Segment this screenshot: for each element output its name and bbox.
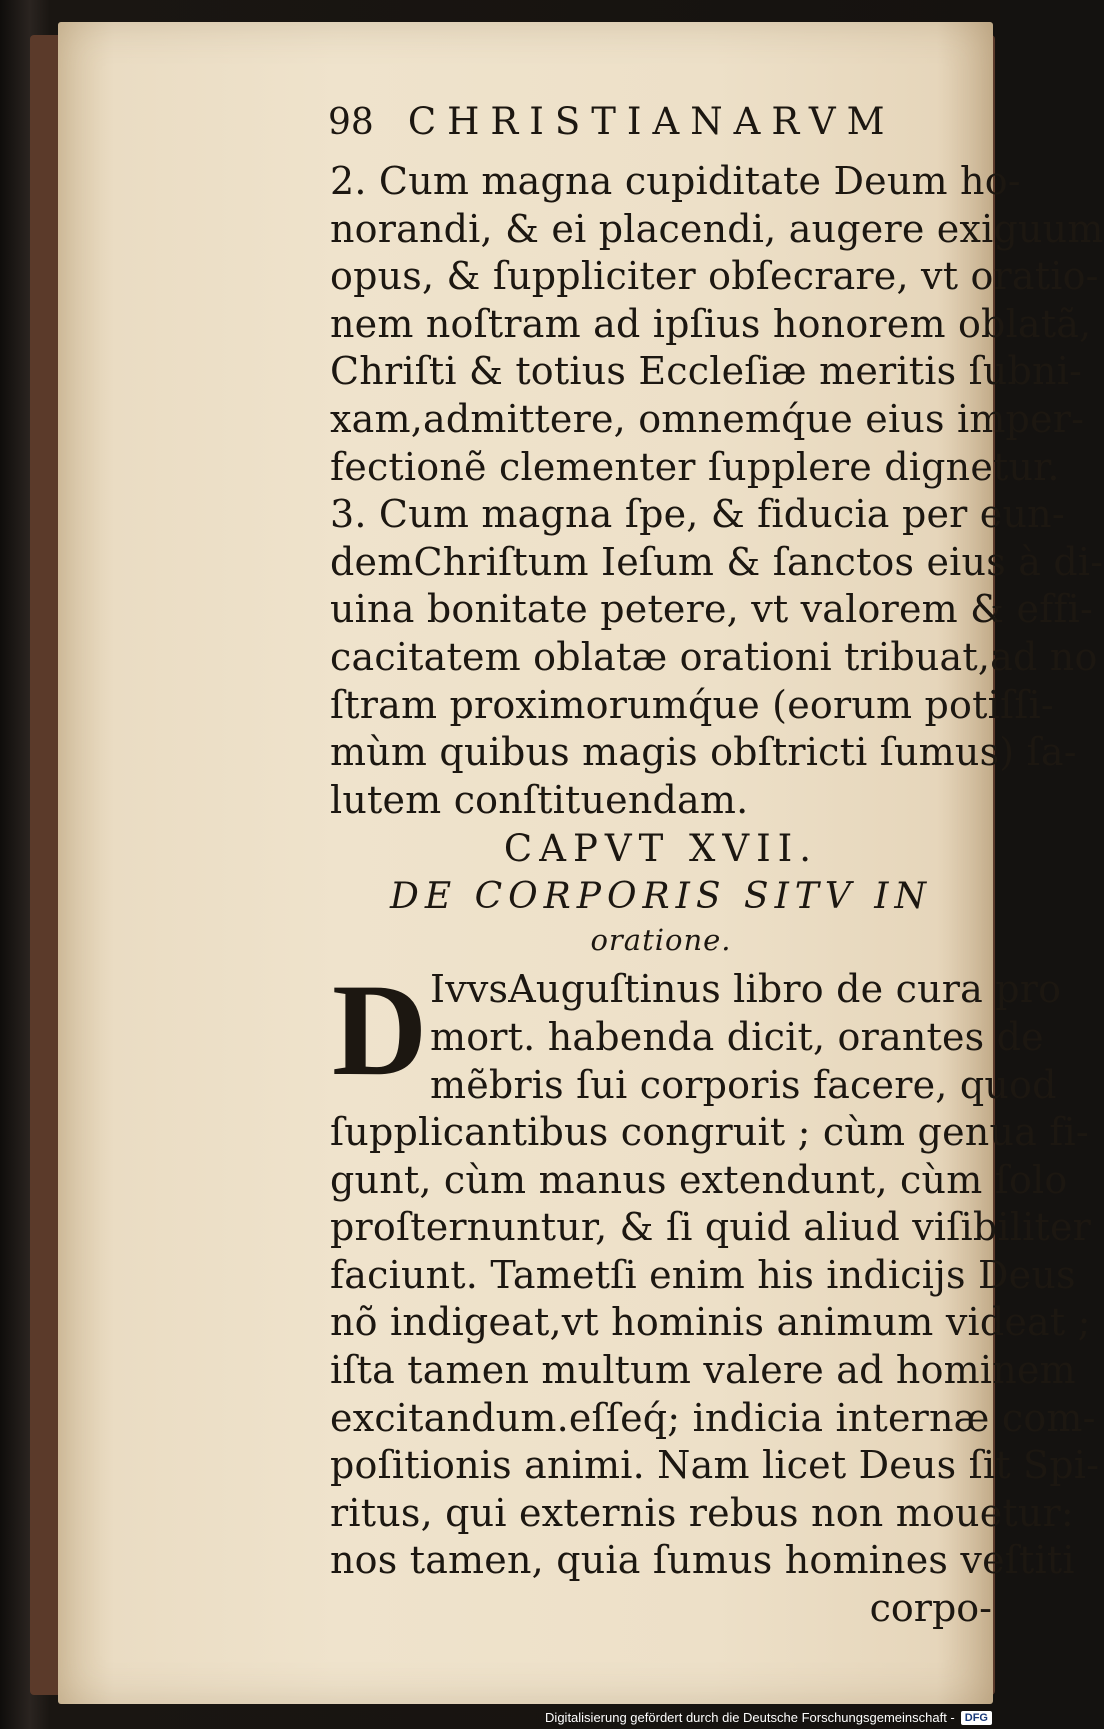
text-line: cacitatem oblatæ orationi tribuat,ad no bbox=[330, 634, 1098, 679]
body-paragraph bbox=[330, 956, 1100, 1632]
text-line: 2. Cum magna cupiditate Deum ho- bbox=[330, 159, 1021, 203]
text-line: mùm quibus magis obſtricti ſumus) ſa- bbox=[330, 730, 1077, 775]
text-line: norandi, & ei placendi, augere exiguum bbox=[330, 206, 1104, 251]
text-line: mẽbris ſui corporis facere, quod bbox=[430, 1062, 1057, 1107]
text-line: ſtram proximorumq́ue (eorum potiſſi- bbox=[330, 682, 1054, 727]
text-line: IvvsAuguſtinus libro de cura pro bbox=[430, 967, 1062, 1012]
running-title: CHRISTIANARVM bbox=[407, 100, 896, 143]
catchword: corpo- bbox=[869, 1586, 992, 1631]
digitization-credit bbox=[545, 1710, 992, 1725]
text-line: uina bonitate petere, vt valorem & effi- bbox=[330, 587, 1094, 632]
paragraph-2 bbox=[330, 158, 1104, 491]
dfg-logo: DFG bbox=[961, 1711, 992, 1725]
text-line: faciunt. Tametſi enim his indicijs Deus bbox=[330, 1252, 1076, 1297]
paragraph-3 bbox=[330, 491, 1104, 824]
text-line: demChriſtum Ieſum & ſanctos eius à di- bbox=[330, 539, 1104, 584]
text-block bbox=[328, 100, 1104, 1632]
page-number: 98 bbox=[328, 102, 374, 143]
text-line: ſupplicantibus congruit ; cùm genua fi- bbox=[330, 1110, 1089, 1155]
drop-cap: D bbox=[332, 956, 428, 1104]
text-line: poſitionis animi. Nam licet Deus ſit Spi- bbox=[330, 1443, 1100, 1488]
text-line: iſta tamen multum valere ad hominem bbox=[330, 1348, 1076, 1393]
text-line: fectionẽ clementer ſupplere dignetur. bbox=[330, 444, 1060, 489]
text-line: xam,admittere, omnemq́ue eius imper- bbox=[330, 396, 1085, 441]
text-line: nem noſtram ad ipſius honorem oblatã, bbox=[330, 301, 1092, 346]
chapter-subtitle: oratione. bbox=[590, 923, 732, 958]
running-head bbox=[328, 100, 992, 158]
credit-text: Digitalisierung gefördert durch die Deutsche Forschungsgemeinschaft - bbox=[545, 1710, 955, 1725]
text-line: 3. Cum magna ſpe, & fiducia per eun- bbox=[330, 492, 1065, 537]
text-line: ritus, qui externis rebus non mouetur: bbox=[330, 1490, 1074, 1535]
text-line: proſternuntur, & ſi quid aliud viſibiliter bbox=[330, 1205, 1092, 1250]
text-line: gunt, cùm manus extendunt, cùm ſolo bbox=[330, 1157, 1068, 1202]
text-line: opus, & ſuppliciter obſecrare, vt oratio- bbox=[330, 254, 1099, 299]
text-line: Chriſti & totius Eccleſiæ meritis ſubni- bbox=[330, 349, 1083, 394]
text-line: excitandum.eſſeq́; indicia internæ com- bbox=[330, 1395, 1096, 1440]
chapter-number: CAPVT XVII. bbox=[503, 827, 819, 871]
text-line: nos tamen, quia ſumus homines veſtiti bbox=[330, 1538, 1075, 1583]
text-line: nõ indigeat,vt hominis animum videat ; bbox=[330, 1300, 1091, 1345]
chapter-title: DE CORPORIS SITV IN bbox=[390, 876, 932, 918]
text-line: lutem conſtituendam. bbox=[330, 777, 749, 822]
text-line: mort. habenda dicit, orantes de bbox=[430, 1014, 1044, 1059]
